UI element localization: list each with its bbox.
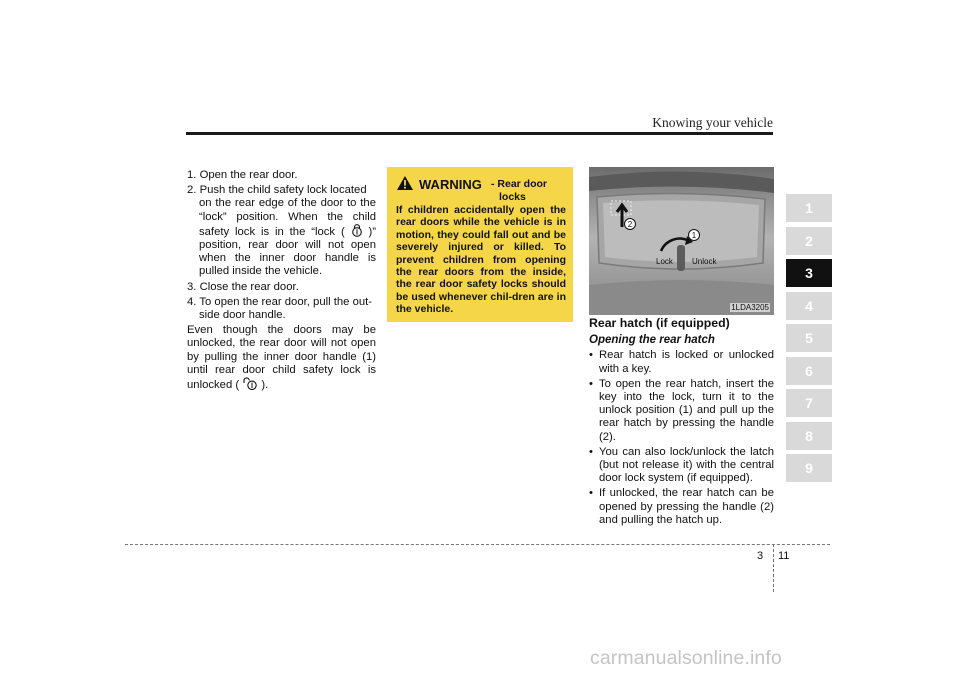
section-title: Rear hatch (if equipped) — [589, 316, 730, 330]
footer-page-number: 11 — [778, 550, 790, 562]
chapter-tab-9[interactable]: 9 — [786, 454, 832, 482]
warning-box — [387, 167, 573, 322]
footer-rule — [125, 544, 830, 545]
chapter-tabs — [786, 194, 832, 487]
callout-1: 1 — [691, 231, 697, 240]
chapter-tab-3[interactable]: 3 — [786, 259, 832, 287]
chapter-tab-7[interactable]: 7 — [786, 389, 832, 417]
warning-header — [396, 175, 566, 205]
rear-hatch-illustration — [589, 167, 774, 315]
rear-hatch-photo — [589, 167, 774, 315]
child-lock-unlocked-icon — [242, 377, 258, 390]
header-rule — [186, 132, 773, 135]
chapter-tab-1[interactable]: 1 — [786, 194, 832, 222]
warning-triangle-icon — [396, 175, 414, 191]
list-item: • If unlocked, the rear hatch can be opened by pressing the handle (2) and pulling the hatch up. — [589, 487, 774, 527]
callout-2: 2 — [627, 220, 633, 229]
label-lock: Lock — [656, 257, 673, 266]
chapter-tab-4[interactable]: 4 — [786, 292, 832, 320]
step-4: 4. To open the rear door, pull the out- side door handle. — [187, 295, 373, 322]
warning-subtitle: - Rear door — [491, 178, 548, 190]
footer-divider — [773, 544, 774, 592]
step-3: 3. Close the rear door. — [187, 280, 299, 293]
rear-hatch-bullets — [589, 349, 774, 527]
running-header: Knowing your vehicle — [652, 115, 773, 130]
chapter-tab-5[interactable]: 5 — [786, 324, 832, 352]
child-lock-instructions — [187, 169, 376, 392]
step-2: 2. Push the child safety lock located on the rear edge of the door to the “lock” position. When the child safety lock is in the “lock ( )” position, rear door will not open when the inner door handle is pulled inside the vehicle. — [187, 184, 376, 278]
warning-subtitle-2: locks — [499, 191, 526, 203]
warning-text: If children accidentally open the rear doors while the vehicle is in motion, they could fall out and be severely injured or killed. To prevent children from opening the rear doors from the inside, the rear door safety locks should be used whenever chil-dren are in the vehicle. — [396, 204, 566, 316]
child-lock-locked-icon — [351, 224, 363, 237]
watermark: carmanualsonline.info — [590, 647, 782, 669]
label-unlock: Unlock — [692, 257, 717, 266]
rear-hatch-section — [589, 317, 774, 529]
chapter-tab-6[interactable]: 6 — [786, 357, 832, 385]
unlock-note: Even though the doors may be unlocked, the rear door will not open by pulling the inner door handle (1) until rear door child safety lock is unlocked ( ). — [187, 324, 376, 392]
list-item: • To open the rear hatch, insert the key into the lock, turn it to the unlock position (1) and pull up the rear hatch by pressing the handle (2). — [589, 378, 774, 444]
subsection-title: Opening the rear hatch — [589, 334, 715, 347]
chapter-tab-2[interactable]: 2 — [786, 227, 832, 255]
step-1: 1. Open the rear door. — [187, 169, 298, 181]
warning-word: WARNING — [419, 177, 482, 192]
chapter-tab-8[interactable]: 8 — [786, 422, 832, 450]
figure-code: 1LDA3205 — [731, 303, 769, 312]
list-item: • You can also lock/unlock the latch (but not release it) with the central door lock system (if equipped). — [589, 446, 774, 486]
list-item: • Rear hatch is locked or unlocked with a key. — [589, 349, 774, 375]
footer-chapter-number: 3 — [757, 550, 764, 562]
